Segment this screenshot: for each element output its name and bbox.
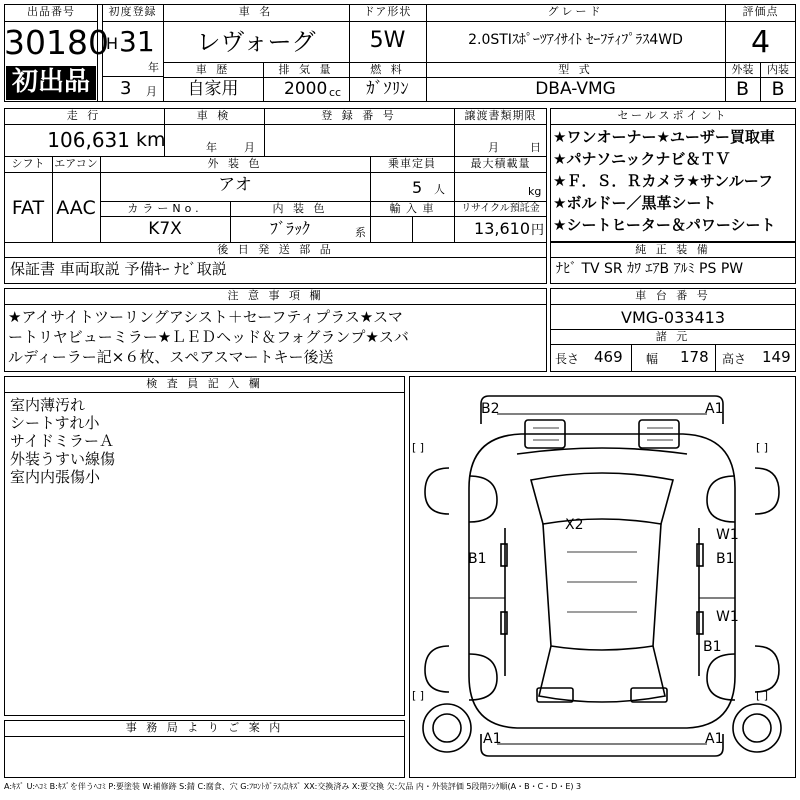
length-value: 469 (594, 348, 623, 366)
mark-a1-bottom-right: A1 (705, 731, 724, 747)
capacity-unit: 人 (434, 183, 445, 196)
transfer-day-unit: 日 (530, 141, 541, 154)
mark-b2: B2 (481, 401, 500, 417)
first-listing-text: 初出品 (11, 67, 90, 97)
length-label: 長さ (555, 352, 580, 366)
sales-line: ★ボルドー／黒革シート (553, 194, 717, 212)
capacity-label: 乗車定員 (388, 157, 436, 170)
displacement-label: 排 気 量 (278, 63, 334, 76)
inspection-month-unit: 月 (244, 141, 255, 154)
office-label: 事 務 局 よ り ご 案 内 (125, 721, 284, 734)
int-color-unit: 系 (355, 226, 366, 239)
history: 自家用 (187, 79, 239, 99)
inspector-line: 室内薄汚れ (10, 396, 86, 414)
car-name: レヴォーグ (196, 28, 316, 56)
door-type: 5W (369, 28, 406, 53)
import-label: 輸 入 車 (389, 202, 435, 215)
first-reg-label: 初度登録 (108, 5, 157, 18)
sales-line: ★パナソニックナビ＆ＴＶ (553, 150, 731, 168)
inspection-label: 車 検 (196, 109, 232, 122)
width-value: 178 (680, 348, 709, 366)
mark-b1-left: B1 (468, 551, 487, 567)
transfer-month-unit: 月 (488, 141, 499, 154)
model: DBA-VMG (535, 79, 616, 99)
mileage-unit: km (136, 129, 166, 151)
later-parts: 保証書 車両取説 予備ｷｰ ﾅﾋﾞ取説 (10, 260, 227, 278)
era: H (106, 34, 119, 53)
int-color-label: 内 装 色 (272, 202, 328, 215)
displacement: 2000 (284, 79, 328, 99)
score: 4 (750, 25, 771, 60)
reg-year: 31 (119, 25, 155, 58)
ext-color: アオ (218, 175, 252, 195)
car-diagram (409, 376, 796, 778)
shift: FAT (11, 197, 45, 219)
history-label: 車 歴 (195, 63, 231, 76)
reg-number-label: 登 録 番 号 (321, 109, 397, 122)
inspector-line: シートすれ小 (10, 414, 100, 432)
chassis-label: 車 台 番 号 (635, 289, 711, 302)
load-unit: kg (528, 185, 542, 198)
ext-color-label: 外 装 色 (207, 157, 263, 170)
ext-grade-label: 外装 (731, 63, 754, 76)
inspection-year-unit: 年 (206, 141, 217, 154)
notes-label: 注 意 事 項 欄 (227, 289, 324, 302)
height-value: 149 (762, 348, 791, 366)
ac-label: エアコン (54, 157, 98, 170)
grade-label: グレード (547, 5, 604, 18)
mark-w1-upper: W1 (716, 527, 739, 543)
recycle: 13,610 (474, 219, 530, 238)
width-label: 幅 (646, 352, 659, 366)
color-number: K7X (148, 219, 182, 239)
bracket-mark: [ ] (412, 689, 425, 702)
sales-line: ★Ｆ．Ｓ．Ｒカメラ★サンルーフ (553, 172, 774, 190)
notes-line: ートリヤビューミラー★ＬＥＤヘッド＆フォグランプ★スバ (8, 328, 409, 346)
transfer-label: 譲渡書類期限 (464, 109, 537, 122)
lot-number-label: 出品番号 (27, 5, 75, 18)
recycle-unit: 円 (531, 223, 545, 238)
reg-year-unit: 年 (148, 61, 159, 74)
ac: AAC (56, 197, 96, 219)
grade: 2.0STIｽﾎﾟｰﾂｱｲｻｲﾄ ｾｰﾌﾃｨﾌﾟﾗｽ4WD (468, 32, 683, 48)
inspector-line: 室内内張傷小 (10, 468, 101, 486)
equipment-label: 純 正 装 備 (635, 243, 711, 256)
sales-points-label: セールスポイント (617, 109, 729, 122)
notes-line: ルディーラー記×６枚、スペアスマートキー後送 (8, 348, 334, 366)
mark-b1-right-upper: B1 (716, 551, 735, 567)
model-label: 型 式 (558, 63, 593, 76)
mark-w1-lower: W1 (716, 609, 739, 625)
ext-grade: B (735, 78, 750, 100)
sales-line: ★ワンオーナー★ユーザー買取車 (553, 128, 775, 146)
later-parts-label: 後 日 発 送 部 品 (217, 243, 334, 256)
load-label: 最大積載量 (470, 157, 531, 170)
notes-line: ★アイサイトツーリングアシスト＋セーフティプラス★スマ (8, 308, 403, 326)
displacement-unit: cc (329, 86, 342, 99)
mark-b1-right-lower: B1 (703, 639, 722, 655)
fuel: ｶﾞｿﾘﾝ (366, 79, 409, 99)
mileage-label: 走 行 (66, 109, 102, 122)
fuel-label: 燃 料 (370, 63, 405, 76)
shift-label: シフト (11, 157, 45, 170)
inspector-line: 外装うすい線傷 (10, 450, 116, 468)
dims-label: 諸 元 (655, 330, 691, 343)
mark-a1-top: A1 (705, 401, 724, 417)
chassis-number: VMG-033413 (621, 308, 725, 327)
legend: A:ｷｽﾞ U:ﾍｺﾐ B:ｷｽﾞを伴うﾍｺﾐ P:要塗装 W:補修跡 S:錆 C:腐食、穴 G:ﾌﾛﾝﾄｶﾞﾗｽ点ｷｽﾞ XX:交換済み X:要交換 欠:欠品 内・外装評価 5段階ﾗﾝｸ順(A・B・C・D・E) 3 (4, 782, 582, 791)
int-grade: B (771, 78, 785, 100)
mark-x2: X2 (565, 517, 584, 533)
inspector-label: 検 査 員 記 入 欄 (146, 377, 263, 390)
recycle-label: リサイクル預託金 (461, 203, 540, 214)
mileage: 106,631 (47, 128, 130, 152)
int-grade-label: 内装 (767, 63, 789, 76)
car-name-label: 車 名 (238, 5, 274, 18)
bracket-mark: [ ] (756, 689, 769, 702)
sales-line: ★シートヒーター＆パワーシート (553, 216, 776, 234)
door-label: ドア形状 (363, 5, 412, 18)
reg-month-unit: 月 (146, 85, 157, 98)
height-label: 高さ (722, 352, 747, 366)
bracket-mark: [ ] (756, 441, 769, 454)
inspector-line: サイドミラーＡ (10, 432, 114, 450)
bracket-mark: [ ] (412, 441, 425, 454)
int-color: ﾌﾞﾗｯｸ (269, 219, 310, 238)
capacity: 5 (412, 178, 423, 197)
mark-a1-bottom-left: A1 (483, 731, 502, 747)
reg-month: 3 (120, 78, 132, 99)
score-label: 評価点 (742, 5, 779, 18)
equipment-list: ﾅﾋﾞ TV SR ｶﾜ ｴｱB ｱﾙﾐ PS PW (556, 261, 744, 277)
color-number-label: カラーNo. (127, 202, 203, 215)
lot-number: 30180 (4, 23, 109, 62)
